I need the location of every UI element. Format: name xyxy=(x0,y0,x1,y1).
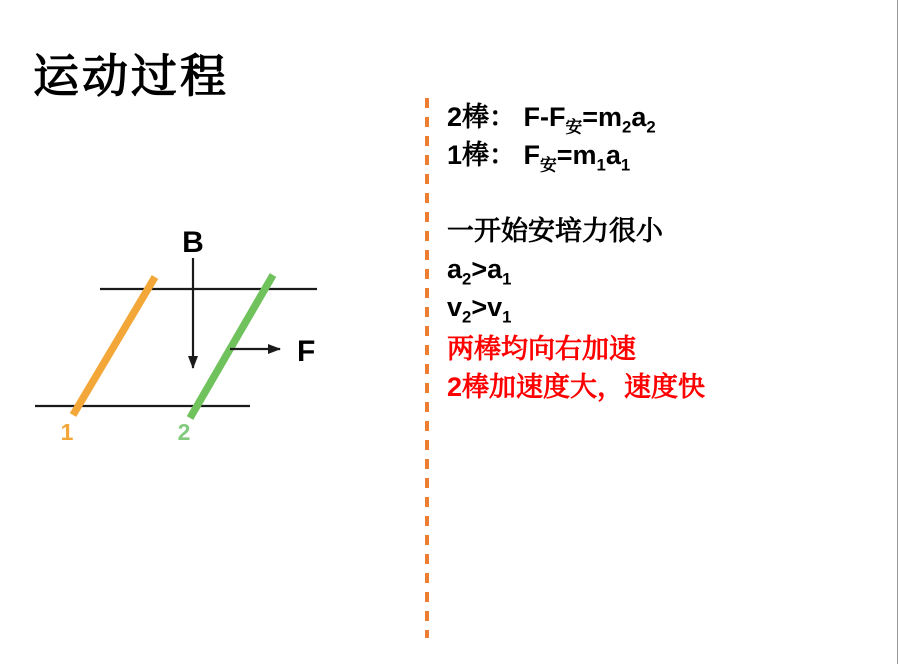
equations-block xyxy=(447,98,656,174)
velocity-compare: $v_2>v_1$ xyxy=(447,292,512,327)
acceleration-compare: $a_2>a_1$ xyxy=(447,254,512,289)
analysis-block xyxy=(447,212,663,326)
subscript-an: 安 xyxy=(565,117,583,137)
force-label: F xyxy=(297,335,316,368)
b-field-label: B xyxy=(182,226,204,259)
subscript-an: 安 xyxy=(540,155,557,175)
rod-1-orange xyxy=(73,277,155,415)
conclusion-block xyxy=(447,330,705,406)
conclusion-line1: 两棒均向右加速 xyxy=(447,334,636,364)
circuit-rails-diagram xyxy=(20,220,340,455)
conclusion-line2: 2棒加速度大，速度快 xyxy=(447,372,706,402)
rod-1-label: 1 xyxy=(60,419,74,445)
dashed-divider xyxy=(425,98,429,638)
equation-bar2: 2棒： $F-F_安=m_2a_2$ xyxy=(447,102,656,137)
rod-2-label: 2 xyxy=(177,419,191,445)
page-title: 运动过程 xyxy=(33,50,229,102)
rod-2-green xyxy=(190,275,273,418)
equation-bar1: 1棒： $F_安=m_1a_1$ xyxy=(447,140,631,175)
analysis-line1: 一开始安培力很小 xyxy=(447,216,663,246)
